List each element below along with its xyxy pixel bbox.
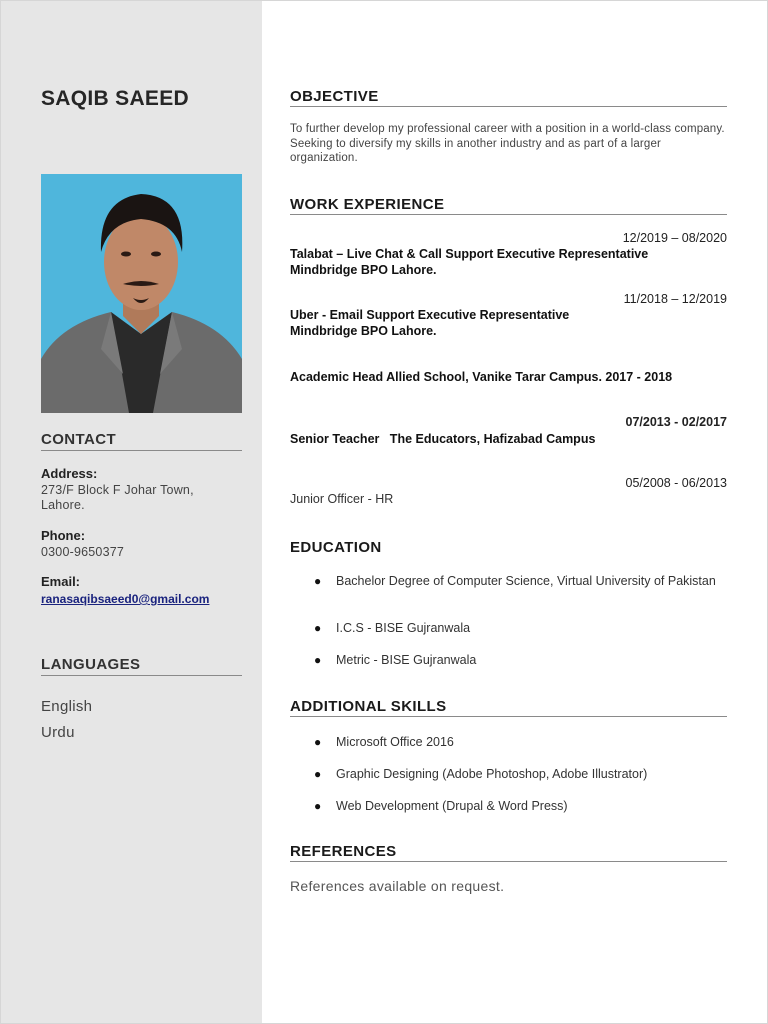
email-label: Email: [41,574,81,589]
job-date: 07/2013 - 02/2017 [625,415,727,429]
objective-text: To further develop my professional career with a position in a world-class company. Seeking to diversify my skills in another industry and as part of a larger organization. [290,123,725,164]
language-item: Urdu [41,724,75,741]
education-item-text: Metric - BISE Gujranwala [336,653,477,667]
objective-heading: OBJECTIVE [290,88,727,107]
job-employer: Mindbridge BPO Lahore. [290,324,437,338]
additional-skills-heading: ADDITIONAL SKILLS [290,698,727,717]
education-item-text: Bachelor Degree of Computer Science, Virtual University of Pakistan [336,574,716,588]
languages-heading: LANGUAGES [41,656,242,676]
job-title: Academic Head Allied School, Vanike Tarar Campus. 2017 - 2018 [290,370,673,384]
bullet-icon: ● [314,653,322,667]
candidate-name: SAQIB SAEED [41,87,189,110]
education-item-text: I.C.S - BISE Gujranwala [336,621,471,635]
education-heading: EDUCATION [290,539,382,556]
address-line-2: Lahore. [41,498,85,512]
job-date: 05/2008 - 06/2013 [625,476,727,490]
job-date: 11/2018 – 12/2019 [623,292,727,306]
contact-heading: CONTACT [41,431,242,451]
bullet-icon: ● [314,574,322,588]
skill-item-text: Microsoft Office 2016 [336,735,454,749]
bullet-icon: ● [314,735,322,749]
profile-photo [41,174,242,413]
job-employer: Mindbridge BPO Lahore. [290,263,437,277]
bullet-icon: ● [314,621,322,635]
bullet-icon: ● [314,799,322,813]
skill-item-text: Graphic Designing (Adobe Photoshop, Adobe Illustrator) [336,767,648,781]
job-title: Junior Officer - HR [290,492,394,506]
address-line-1: 273/F Block F Johar Town, [41,483,194,497]
bullet-icon: ● [314,767,322,781]
phone-value: 0300-9650377 [41,545,125,559]
address-label: Address: [41,466,98,481]
phone-label: Phone: [41,528,86,543]
job-date: 12/2019 – 08/2020 [622,231,727,245]
references-heading: REFERENCES [290,843,727,862]
job-title: Talabat – Live Chat & Call Support Executive Representative [290,247,649,261]
language-item: English [41,698,93,715]
email-link[interactable]: ranasaqibsaeed0@gmail.com [41,592,210,606]
skill-item-text: Web Development (Drupal & Word Press) [336,799,568,813]
profile-photo-image [41,174,242,413]
sidebar [1,1,262,1023]
job-title: Senior Teacher The Educators, Hafizabad Campus [290,432,596,446]
work-experience-heading: WORK EXPERIENCE [290,196,727,215]
references-text: References available on request. [290,878,505,894]
job-title: Uber - Email Support Executive Representative [290,308,570,322]
